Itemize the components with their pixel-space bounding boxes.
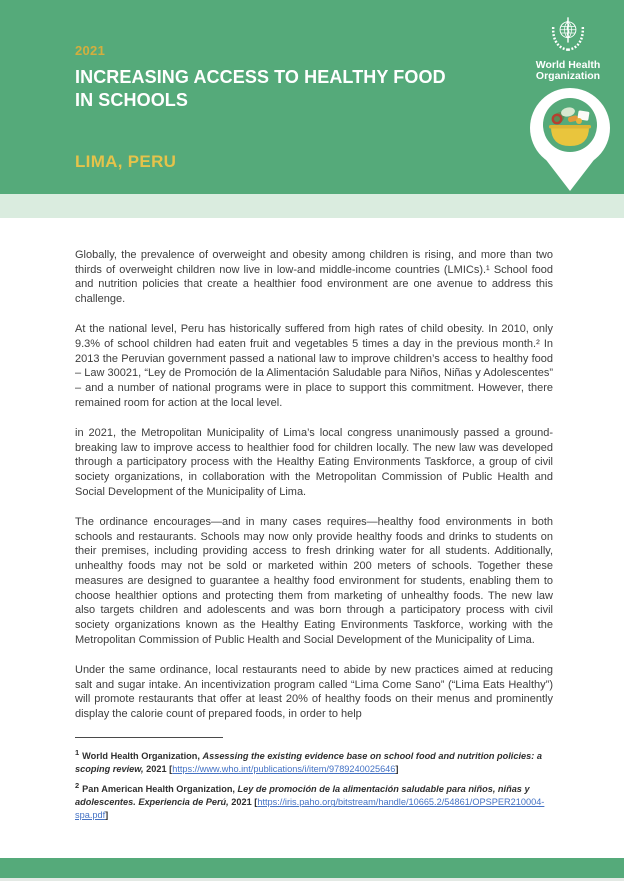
footnote-link-1[interactable]: https://www.who.int/publications/i/item/9789240025646 [172, 764, 396, 775]
body-paragraph-2: At the national level, Peru has historically suffered from high rates of child obesity. In 2010, only 9.3% of school children had eaten fruit and vegetables 5 times a day in the previous month.² In 2013 the Peruvian government passed a national law to improve children’s access to healthy food – Law 30021, “Ley de Promoción de la Alimentación Saludable para Niños, Niñas y Adolescentes” – and a number of national programs were in place to support this commitment. However, there remained room for action at the local level. [75, 323, 553, 409]
footnote-org-1: World Health Organization, [82, 751, 203, 762]
who-logo-text-line2: Organization [535, 70, 601, 82]
page-title [75, 66, 446, 112]
divider-band [0, 194, 624, 218]
footnote-1 [75, 746, 553, 776]
header-banner [0, 0, 624, 194]
body-paragraph-4: The ordinance encourages—and in many cases requires—healthy food environments in both schools and restaurants. Schools may now only provide healthy foods and drinks to students on their premises, including providing access to fresh drinking water for all students. Additionally, unhealthy foods may not be sold or marketed within 200 meters of schools. Together these measures are designed to guarantee a healthy food environment for students, enabling them to choose healthier options and protecting them from marketing of unhealthy foods. The new law also targets children and adolescents and was born through a participatory process with civil society organizations known as the Healthy Eating Environments Taskforce, working with the Metropolitan Commission of Public Health and Social Development of the Municipality of Lima. [75, 516, 553, 646]
footnote-marker-1: 1 [75, 748, 80, 758]
footnote-marker-2: 2 [75, 781, 80, 791]
body-content [75, 218, 553, 825]
footnote-bracket-2: ] [105, 810, 109, 821]
footnote-separator [75, 737, 223, 738]
year-label: 2021 [75, 43, 106, 58]
footnote-year-2: 2021 [ [231, 797, 258, 808]
footnote-title-1: Assessing the existing evidence base on school food and nutrition policies: a scoping review, [75, 751, 542, 775]
footnote-org-2: Pan American Health Organization, [82, 784, 238, 795]
footnote-title-2: Ley de promoción de la alimentación saludable para niños, niñas y adolescentes. Experiencia de Perú, [75, 784, 530, 808]
who-emblem-icon [546, 14, 590, 54]
who-logo-text [516, 60, 620, 82]
footnote-year-1: 2021 [ [146, 764, 173, 775]
who-logo-text-line1: World Health [535, 59, 601, 71]
location-pin-icon [527, 86, 613, 192]
footnote-bracket-1: ] [395, 764, 399, 775]
title-line-2: IN SCHOOLS [75, 90, 189, 110]
title-line-1: INCREASING ACCESS TO HEALTHY FOOD [75, 67, 446, 87]
body-paragraph-5: Under the same ordinance, local restaurants need to abide by new practices aimed at reducing salt and sugar intake. An incentivization program called “Lima Come Sano” (“Lima Eats Healthy”) will promote restaurants that offer at least 20% of healthy foods on their menus and prominently display the calorie count of prepared foods, in order to help [75, 663, 553, 720]
footnote-link-2[interactable]: https://iris.paho.org/bitstream/handle/10665.2/54861/OPSPER210004-spa.pdf [75, 797, 545, 821]
footnote-2 [75, 779, 553, 822]
location-heading: LIMA, PERU [75, 152, 177, 171]
footer-band [0, 858, 624, 878]
body-paragraph-1: Globally, the prevalence of overweight and obesity among children is rising, and more than two thirds of overweight children now live in low-and middle-income countries (LMICs).¹ School food and nutrition policies that create a healthier food environment are one avenue to address this challenge. [75, 249, 553, 306]
who-logo [516, 14, 620, 82]
body-paragraph-3: in 2021, the Metropolitan Municipality of Lima’s local congress unanimously passed a ground-breaking law to improve access to healthier food for children locally. The new law was developed through a participatory process with the Healthy Eating Environments Taskforce, a group of civil society organizations, in collaboration with the Metropolitan Commission of Public Health and Social Development of the Municipality of Lima. [75, 427, 553, 498]
